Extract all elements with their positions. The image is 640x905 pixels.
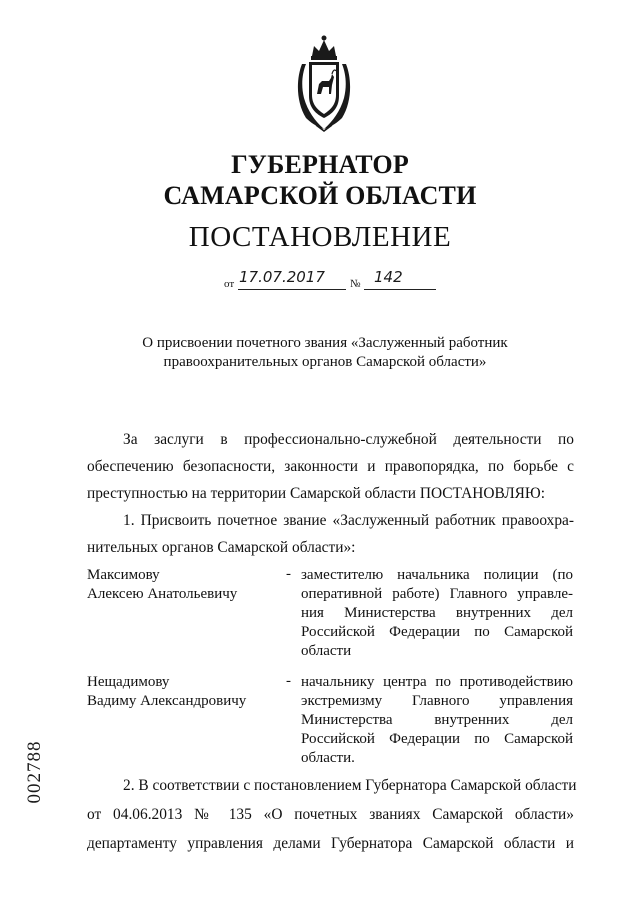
position-line: Российской Федерации по Самарской xyxy=(301,731,573,747)
text-line: 1. Присвоить почетное звание «Заслуженный работник правоохра- xyxy=(123,512,574,529)
position-line: Министерства внутренних дел xyxy=(301,712,573,728)
subject-line: О присвоении почетного звания «Заслуженный работник xyxy=(142,335,508,351)
date-underline xyxy=(238,289,346,290)
document-type: ПОСТАНОВЛЕНИЕ xyxy=(188,221,452,253)
number-underline xyxy=(364,289,436,290)
handwritten-number: 142 xyxy=(374,268,403,286)
subject-line: правоохранительных органов Самарской области» xyxy=(163,354,487,370)
text-line: 2. В соответствии с постановлением Губернатора Самарской области xyxy=(123,777,577,794)
awardee-name xyxy=(87,673,246,711)
awardee-name xyxy=(87,566,237,604)
text-line: обеспечению безопасности, законности и правопорядка, по борьбе с xyxy=(87,458,574,475)
position-line: области xyxy=(301,643,352,659)
position-line: заместителю начальника полиции (по xyxy=(301,567,573,583)
list-dash: - xyxy=(286,566,291,582)
position-line: Российской Федерации по Самарской xyxy=(301,624,573,640)
text-line: департаменту управления делами Губернатора Самарской области и xyxy=(87,835,574,852)
text-line: За заслуги в профессионально-служебной деятельности по xyxy=(123,431,574,448)
awardee-position xyxy=(301,673,573,768)
position-line: экстремизму Главного управления xyxy=(301,693,573,709)
position-line: начальнику центра по противодействию xyxy=(301,674,573,690)
awardee-position xyxy=(301,566,573,661)
position-line: оперативной работе) Главного управле- xyxy=(301,586,573,602)
position-line: ния Министерства внутренних дел xyxy=(301,605,573,621)
surname: Нещадимову xyxy=(87,674,170,690)
text-line: от 04.06.2013 № 135 «О почетных званиях Самарской области» xyxy=(87,806,574,823)
date-prefix: от xyxy=(224,278,235,290)
surname: Максимову xyxy=(87,567,160,583)
registration-stamp-number: 002788 xyxy=(24,740,45,804)
governor-title: ГУБЕРНАТОР xyxy=(231,150,409,179)
given-names: Алексею Анатольевичу xyxy=(87,586,238,602)
region-title: САМАРСКОЙ ОБЛАСТИ xyxy=(163,181,477,210)
text-line: нительных органов Самарской области»: xyxy=(87,539,356,556)
handwritten-date: 17.07.2017 xyxy=(239,268,325,286)
given-names: Вадиму Александровичу xyxy=(87,693,247,709)
document-subject xyxy=(0,334,640,372)
list-dash: - xyxy=(286,673,291,689)
position-line: области. xyxy=(301,750,355,766)
number-prefix: № xyxy=(350,278,361,290)
coat-of-arms-emblem xyxy=(292,34,356,132)
text-line: преступностью на территории Самарской области ПОСТАНОВЛЯЮ: xyxy=(87,485,545,502)
